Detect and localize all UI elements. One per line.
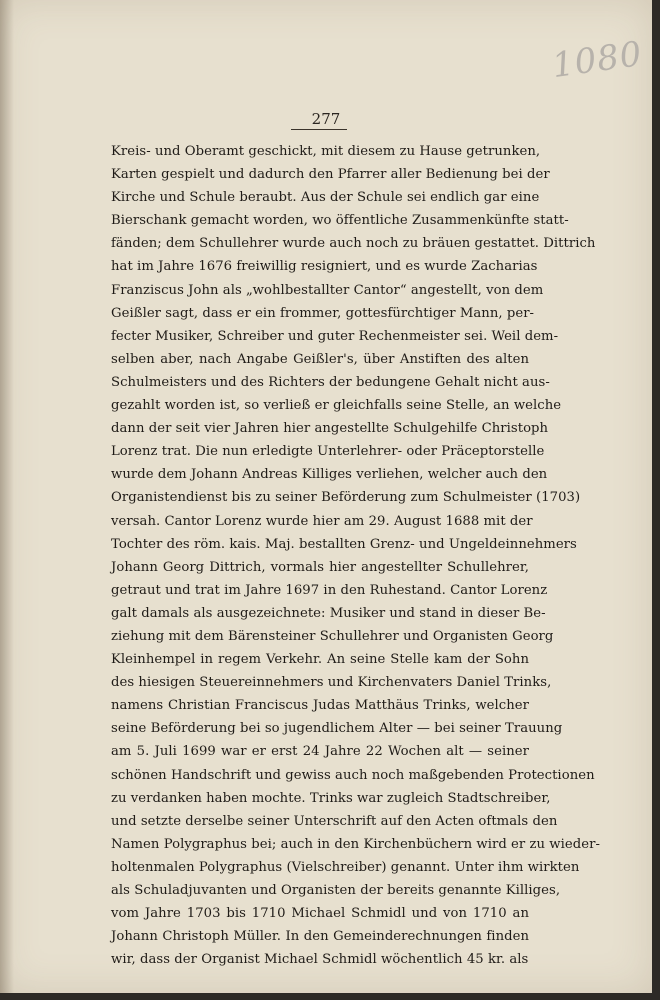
text-line: getraut und trat im Jahre 1697 in den Ruhestand. Cantor Lorenz bbox=[111, 582, 548, 598]
text-line: Johann Georg Dittrich, vormals hier angestellter Schullehrer, bbox=[111, 559, 529, 575]
text-line: Lorenz trat. Die nun erledigte Unterlehrer- oder Präceptorstelle bbox=[111, 444, 545, 460]
text-line: holtenmalen Polygraphus (Vielschreiber) genannt. Unter ihm wirkten bbox=[111, 859, 580, 875]
text-line: Kleinhempel in regem Verkehr. An seine Stelle kam der Sohn bbox=[111, 652, 529, 668]
text-line: vom Jahre 1703 bis 1710 Michael Schmidl und von 1710 an bbox=[111, 906, 529, 922]
text-line: fecter Musiker, Schreiber und guter Rechenmeister sei. Weil dem- bbox=[111, 328, 559, 344]
text-line: Franziscus John als „wohlbestallter Cantor“ angestellt, von dem bbox=[111, 282, 544, 298]
text-line: wurde dem Johann Andreas Killiges verliehen, welcher auch den bbox=[111, 467, 548, 483]
text-line: Kreis- und Oberamt geschickt, mit diesem zu Hause getrunken, bbox=[111, 144, 541, 159]
text-line: Karten gespielt und dadurch den Pfarrer aller Bedienung bei der bbox=[111, 167, 550, 183]
text-line: wir, dass der Organist Michael Schmidl wöchentlich 45 kr. als bbox=[111, 952, 529, 968]
text-line: zu verdanken haben mochte. Trinks war zugleich Stadtschreiber, bbox=[111, 790, 551, 806]
text-line: selben aber, nach Angabe Geißler's, über Anstiften des alten bbox=[111, 351, 529, 367]
text-line: seine Beförderung bei so jugendlichem Alter — bei seiner Trauung bbox=[111, 721, 563, 737]
text-line: fänden; dem Schullehrer wurde auch noch zu bräuen gestattet. Dittrich bbox=[111, 236, 596, 252]
text-line: Tochter des röm. kais. Maj. bestallten Grenz- und Ungeldeinnehmers bbox=[111, 536, 577, 552]
text-line: als Schuladjuvanten und Organisten der bereits genannte Killiges, bbox=[111, 883, 561, 898]
text-line: Geißler sagt, dass er ein frommer, gottesfürchtiger Mann, per- bbox=[111, 305, 535, 321]
text-line: Johann Christoph Müller. In den Gemeinderechnungen finden bbox=[111, 929, 529, 945]
text-line: galt damals als ausgezeichnete: Musiker und stand in dieser Be- bbox=[111, 605, 546, 621]
text-line: Bierschank gemacht worden, wo öffentliche Zusammenkünfte statt- bbox=[111, 213, 569, 229]
text-line: gezahlt worden ist, so verließ er gleichfalls seine Stelle, an welche bbox=[111, 398, 562, 414]
text-line: namens Christian Franciscus Judas Matthäus Trinks, welcher bbox=[111, 698, 529, 714]
text-line: Schulmeisters und des Richters der bedungene Gehalt nicht aus- bbox=[111, 374, 550, 390]
text-line: und setzte derselbe seiner Unterschrift auf den Acten oftmals den bbox=[111, 813, 558, 829]
handwritten-archive-number: 1080 bbox=[549, 33, 645, 87]
page-number-rule bbox=[291, 129, 347, 130]
text-line: schönen Handschrift und gewiss auch noch maßgebenden Protectionen bbox=[111, 767, 595, 783]
text-line: Kirche und Schule beraubt. Aus der Schule sei endlich gar eine bbox=[111, 190, 540, 206]
text-line: versah. Cantor Lorenz wurde hier am 29. August 1688 mit der bbox=[111, 513, 533, 529]
text-line: am 5. Juli 1699 war er erst 24 Jahre 22 Wochen alt — seiner bbox=[111, 744, 529, 760]
text-line: dann der seit vier Jahren hier angestellte Schulgehilfe Christoph bbox=[111, 421, 549, 437]
body-text bbox=[111, 140, 600, 971]
text-line: ziehung mit dem Bärensteiner Schullehrer und Organisten Georg bbox=[111, 628, 554, 644]
text-line: hat im Jahre 1676 freiwillig resigniert, und es wurde Zacharias bbox=[111, 259, 538, 275]
page-gutter-shadow bbox=[0, 0, 14, 993]
page-number: 277 bbox=[311, 110, 341, 128]
text-line: Organistendienst bis zu seiner Beförderung zum Schulmeister (1703) bbox=[111, 490, 581, 506]
text-line: des hiesigen Steuereinnehmers und Kirchenvaters Daniel Trinks, bbox=[111, 675, 552, 691]
text-line: Namen Polygraphus bei; auch in den Kirchenbüchern wird er zu wieder- bbox=[111, 836, 600, 852]
